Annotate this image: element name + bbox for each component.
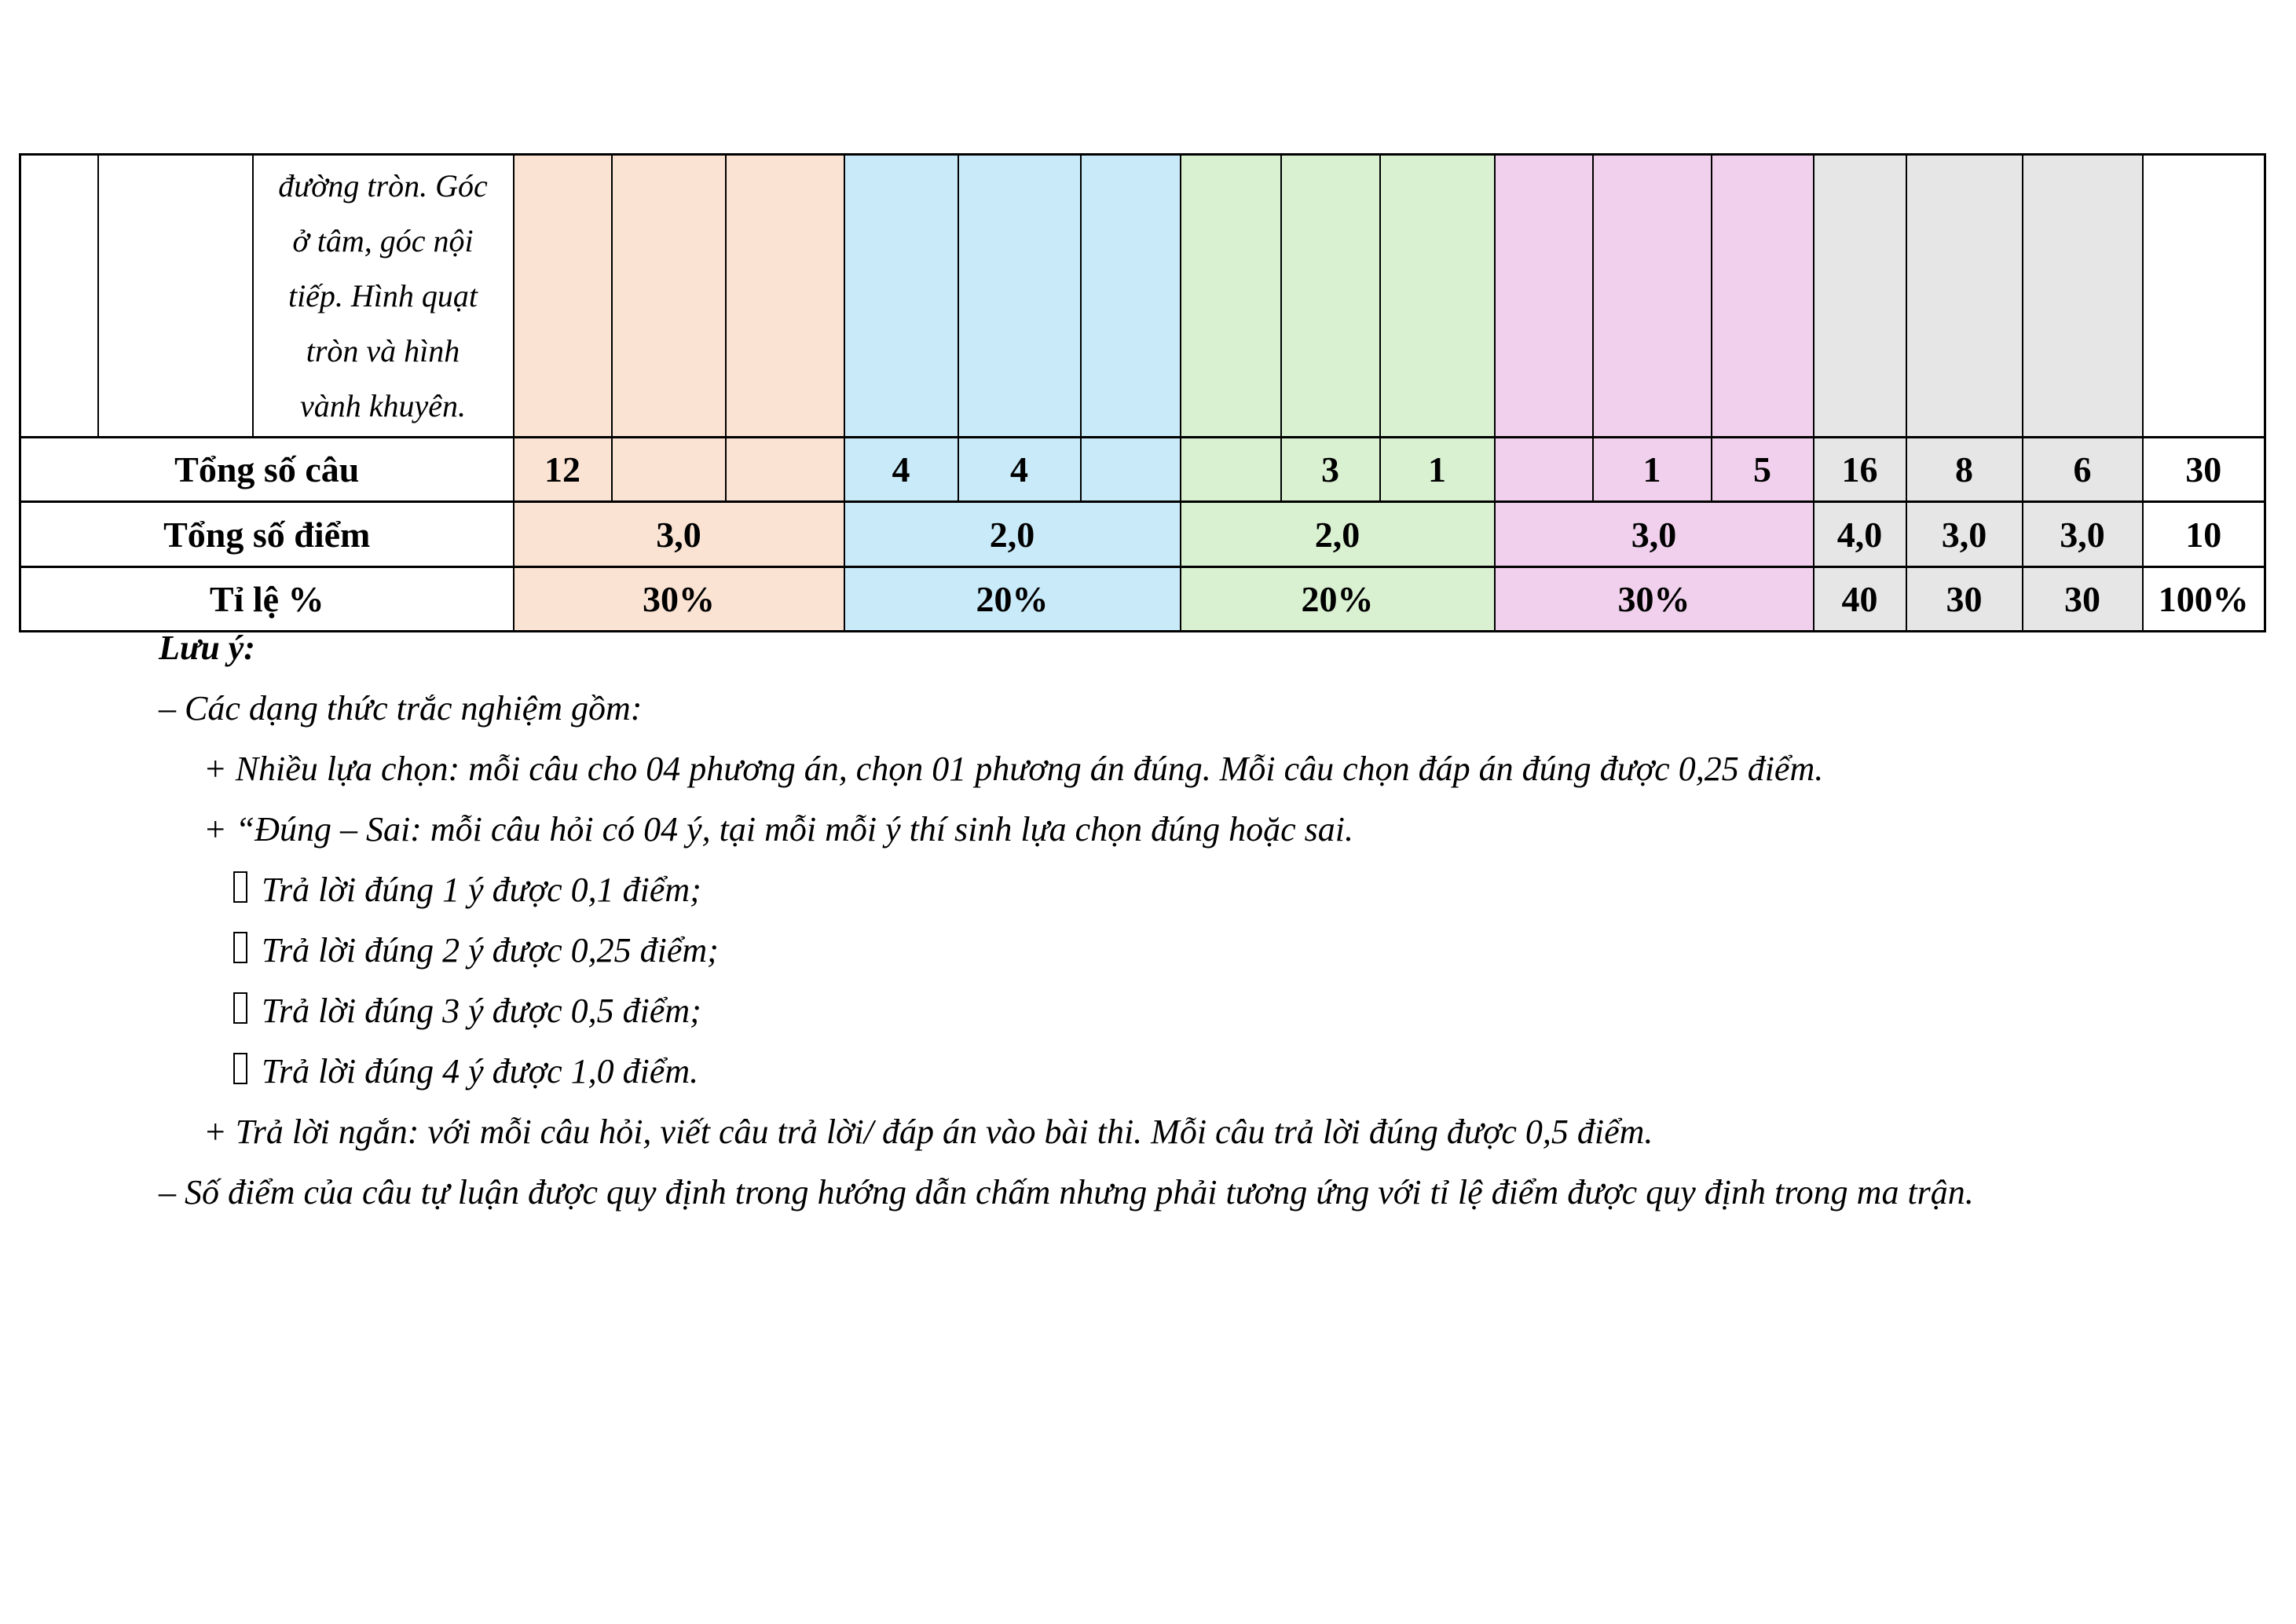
note-line: [159, 799, 2170, 860]
note-line: [159, 1041, 2170, 1102]
cell-pts-pink: 3,0: [1495, 502, 1814, 567]
note-line: [159, 981, 2170, 1041]
empty-cell: [98, 155, 253, 438]
cell-pts-orange: 3,0: [514, 502, 844, 567]
cell-q-pink-3: 5: [1712, 438, 1814, 502]
notes-section: [159, 618, 2170, 1223]
note-line-text: + Trả lời ngắn: với mỗi câu hỏi, viết câu trả lời/ đáp án vào bài thi. Mỗi câu trả lời đúng được 0,5 điểm.: [203, 1113, 1653, 1151]
cell-q-green-3: 1: [1380, 438, 1495, 502]
shaded-cell-blue: [1081, 155, 1181, 438]
cell-q-orange-3: [726, 438, 844, 502]
row-label-total-points: Tổng số điểm: [20, 502, 514, 567]
empty-cell: [20, 155, 98, 438]
note-line: [159, 739, 2170, 799]
note-line: [159, 860, 2170, 920]
cell-q-pink-2: 1: [1593, 438, 1712, 502]
cell-pts-blue: 2,0: [844, 502, 1181, 567]
tofu-bullet-icon: [233, 1053, 247, 1084]
cell-q-gray-2: 8: [1906, 438, 2023, 502]
topic-line: đường tròn. Góc: [278, 167, 488, 203]
cell-pct-gray-3: 30: [2023, 567, 2143, 632]
cell-pct-total: 100%: [2143, 567, 2265, 632]
note-line: [159, 1162, 2170, 1223]
cell-q-gray-3: 6: [2023, 438, 2143, 502]
cell-pts-gray-2: 3,0: [1906, 502, 2023, 567]
cell-q-blue-2: 4: [958, 438, 1081, 502]
cell-q-orange-1: 12: [514, 438, 612, 502]
tofu-bullet-icon: [233, 871, 247, 903]
tofu-bullet-icon: [233, 992, 247, 1024]
shaded-cell-pink: [1712, 155, 1814, 438]
shaded-cell-pink: [1495, 155, 1593, 438]
shaded-cell-gray: [1906, 155, 2023, 438]
shaded-cell-orange: [612, 155, 726, 438]
cell-q-green-1: [1181, 438, 1281, 502]
shaded-cell-green: [1181, 155, 1281, 438]
cell-q-blue-1: 4: [844, 438, 958, 502]
shaded-cell-green: [1281, 155, 1380, 438]
notes-heading-text: Lưu ý:: [159, 629, 255, 667]
note-line-text: Trả lời đúng 3 ý được 0,5 điểm;: [262, 992, 701, 1030]
cell-q-blue-3: [1081, 438, 1181, 502]
topic-line: tiếp. Hình quạt: [287, 277, 478, 313]
shaded-cell-pink: [1593, 155, 1712, 438]
cell-pts-total: 10: [2143, 502, 2265, 567]
note-line-text: – Các dạng thức trắc nghiệm gồm:: [159, 689, 643, 728]
cell-pts-gray-1: 4,0: [1814, 502, 1906, 567]
shaded-cell-gray: [2023, 155, 2143, 438]
cell-pts-gray-3: 3,0: [2023, 502, 2143, 567]
cell-q-orange-2: [612, 438, 726, 502]
shaded-cell-blue: [844, 155, 958, 438]
topic-continuation-cell: [253, 155, 514, 438]
cell-pct-gray-2: 30: [1906, 567, 2023, 632]
note-line-text: + Nhiều lựa chọn: mỗi câu cho 04 phương án, chọn 01 phương án đúng. Mỗi câu chọn đáp án đúng được 0,25 điểm.: [203, 750, 1824, 788]
cell-q-gray-1: 16: [1814, 438, 1906, 502]
cell-pct-green: 20%: [1181, 567, 1495, 632]
exam-matrix-table: [19, 153, 2266, 632]
empty-cell: [2143, 155, 2265, 438]
row-total-questions: [20, 438, 2265, 502]
tofu-bullet-icon: [233, 932, 247, 963]
cell-q-total: 30: [2143, 438, 2265, 502]
notes-heading: [159, 618, 2170, 678]
note-line-text: Trả lời đúng 2 ý được 0,25 điểm;: [262, 931, 719, 970]
cell-q-green-2: 3: [1281, 438, 1380, 502]
note-line: [159, 1102, 2170, 1162]
cell-pts-green: 2,0: [1181, 502, 1495, 567]
row-total-points: [20, 502, 2265, 567]
shaded-cell-gray: [1814, 155, 1906, 438]
note-line: [159, 678, 2170, 739]
note-line-text: – Số điểm của câu tự luận được quy định trong hướng dẫn chấm nhưng phải tương ứng với tỉ lệ điểm được quy định trong ma trận.: [159, 1173, 1974, 1212]
note-line-text: Trả lời đúng 4 ý được 1,0 điểm.: [262, 1052, 699, 1091]
shaded-cell-blue: [958, 155, 1081, 438]
shaded-cell-orange: [514, 155, 612, 438]
topic-line: vành khuyên.: [299, 387, 466, 423]
cell-pct-blue: 20%: [844, 567, 1181, 632]
row-label-total-questions: Tổng số câu: [20, 438, 514, 502]
row-label-percentage: Tỉ lệ %: [20, 567, 514, 632]
note-line-text: + “Đúng – Sai: mỗi câu hỏi có 04 ý, tại mỗi mỗi ý thí sinh lựa chọn đúng hoặc sai.: [203, 810, 1354, 849]
cell-pct-orange: 30%: [514, 567, 844, 632]
cell-q-pink-1: [1495, 438, 1593, 502]
cell-pct-gray-1: 40: [1814, 567, 1906, 632]
shaded-cell-green: [1380, 155, 1495, 438]
row-topic-continuation: [20, 155, 2265, 438]
note-line-text: Trả lời đúng 1 ý được 0,1 điểm;: [262, 871, 701, 909]
topic-line: tròn và hình: [306, 332, 460, 368]
shaded-cell-orange: [726, 155, 844, 438]
cell-pct-pink: 30%: [1495, 567, 1814, 632]
topic-line: ở tâm, góc nội: [292, 222, 474, 258]
note-line: [159, 920, 2170, 981]
